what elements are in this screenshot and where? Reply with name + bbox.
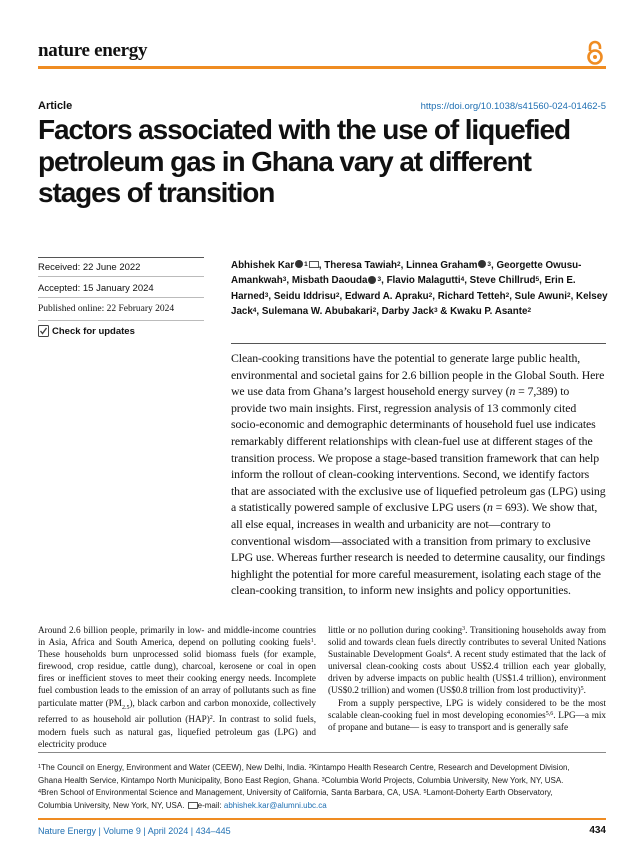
orcid-icon[interactable] [478,260,486,268]
footnote-rule [38,752,606,753]
footer-rule [38,818,606,820]
body-column-right: little or no pollution during cooking$^3$. Transitioning households away from solid and towards clean fuels directly contributes to several United Nations Sustainable Development Goals$^4$. A recent study estimated that the lack of universal clean-cooking costs about US$2.4 trillion each year globally, driven by adverse impacts on public health (US$1.4 trillion), environment (US$0.2 trillion) and women (US$0.8 trillion from lost productivity)$^5$. From a supply perspective, LPG is widely considered to be the most scalable clean-cooking fuel in most developing economies$^{5,6}$. LPG—a mix of propane and butane— is easy to transport and is generally safe [328,625,606,732]
author-name[interactable]: Flavio Malagutti$^4$ [386,275,465,287]
affiliations: $^1$The Council on Energy, Environment and Water (CEEW), New Delhi, India. $^2$Kintampo Health Research Centre, Research and Development Division, Ghana Health Service, Kintampo North Municipality, Bono East Region, Ghana. $^3$Columbia World Projects, Columbia University, New York, NY, USA. $^4$Bren School of Environmental Science and Management, University of California, Santa Barbara, CA, USA. $^5$Lamont-Doherty Earth Observatory, Columbia University, New York, NY, USA. e-mail: abhishek.kar@alumni.ubc.ca [38,763,570,811]
author-name[interactable]: Seidu Iddrisu$^2$ [273,290,340,302]
body-column-left: Around 2.6 billion people, primarily in low- and middle-income countries in Asia, Africa and South America, depend on polluting cooking fuels$^1$. These households burn unprocessed solid biomass fuels (for example, firewood, crop residue, cattle dung), charcoal, kerosene or coal in open fires or inefficient stoves to meet their cooking energy needs. Incomplete fuel combustion leads to the emission of an array of pollutants such as fine particulate matter $(PM_{2.5})$, black carbon and carbon monoxide, collectively referred to as household air pollution (HAP)$^2$. In contrast to solid fuels, modern fuels such as natural gas, liquefied petroleum gas (LPG) and electricity produce [38,625,316,749]
published-date: Published online: 22 February 2024 [38,304,175,314]
accepted-date: Accepted: 15 January 2024 [38,283,154,294]
mail-icon[interactable] [309,261,319,268]
author-name[interactable]: Darby Jack$^3$ [381,306,438,318]
author-name[interactable]: Abhishek Kar $^1$ [231,260,319,271]
author-name[interactable]: Sulemana W. Abubakari$^2$ [261,306,377,318]
author-name[interactable]: Linnea Graham $^3$ [406,260,492,271]
orcid-icon[interactable] [295,260,303,268]
dates-divider [38,297,204,298]
author-list: Abhishek Kar $^1$ , Theresa Tawiah$^2$, Linnea Graham $^3$, Georgette Owusu-Amankwah$^3$, Misbath Daouda $^3$, Flavio Malagutti$^4$, Steve Chillrud$^5$, Erin E. Harned$^3$, Seidu Iddrisu$^2$, Edward A. Apraku$^2$, Richard Tetteh$^2$, Sule Awuni$^2$, Kelsey Jack$^4$, Sulemana W. Abubakari$^2$, Darby Jack$^3$ & Kwaku P. Asante$^2$ [231,260,608,318]
email-link[interactable]: abhishek.kar@alumni.ubc.ca [223,801,327,811]
abstract-rule [231,343,606,344]
author-name[interactable]: Richard Tetteh$^2$ [437,290,510,302]
author-name[interactable]: Edward A. Apraku$^2$ [344,290,433,302]
author-name[interactable]: Misbath Daouda $^3$ [291,275,382,287]
author-name[interactable]: Georgette Owusu-Amankwah$^3$ [231,260,582,287]
dates-divider [38,320,204,321]
open-access-icon [585,40,605,66]
article-title: Factors associated with the use of liquefied petroleum gas in Ghana vary at different stages of transition [38,114,570,208]
dates-divider [38,276,204,277]
page-number: 434 [589,825,606,836]
check-updates-button[interactable] [38,325,135,337]
article-type: Article [38,100,73,112]
dates-rule [38,257,204,258]
received-date: Received: 22 June 2022 [38,262,141,273]
author-name[interactable]: Steve Chillrud$^5$ [469,275,540,287]
author-name[interactable]: Theresa Tawiah$^2$ [324,260,401,271]
author-name[interactable]: Sule Awuni$^2$ [514,290,571,302]
footer-citation: Nature Energy | Volume 9 | April 2024 | 434–445 [38,826,231,836]
mail-icon [188,802,198,809]
abstract: Clean-cooking transitions have the potential to generate large public health, environmental and societal gains for 2.6 billion people in the Global South. Here we use data from Ghana’s largest household energy survey (n = 7,389) to provide two main insights. First, regression analysis of 13 commonly cited socio-economic and demographic determinants of household fuel use indicates remarkably different relationships with clean-fuel use at different stages of the transition process. We propose a stage-based transition framework that can help inform the rollout of clean-cooking interventions. Second, we identify factors that are associated with the exclusive use of liquefied petroleum gas (LPG) using a statistically powered sample of exclusive LPG users (n = 693). We show that, all else equal, increases in wealth and urbanicity are not—contrary to conventional wisdom—associated with a transition from primary to exclusive LPG use. Whereas further research is needed to determine causality, our findings highlight the potential for more careful measurement, isolating each stage of the clean-cooking transition, to inform new insights and policy opportunities. [231,351,606,598]
doi-link[interactable]: https://doi.org/10.1038/s41560-024-01462-5 [420,101,606,112]
author-name[interactable]: Kelsey Jack$^4$ [231,290,608,318]
orcid-icon[interactable] [368,276,376,284]
check-updates-label: Check for updates [52,325,135,337]
author-name[interactable]: Erin E. Harned$^3$ [231,275,576,302]
author-name[interactable]: Kwaku P. Asante$^2$ [450,306,532,318]
journal-name: nature energy [38,40,148,61]
check-updates-icon [38,325,49,337]
header-rule [38,66,606,69]
